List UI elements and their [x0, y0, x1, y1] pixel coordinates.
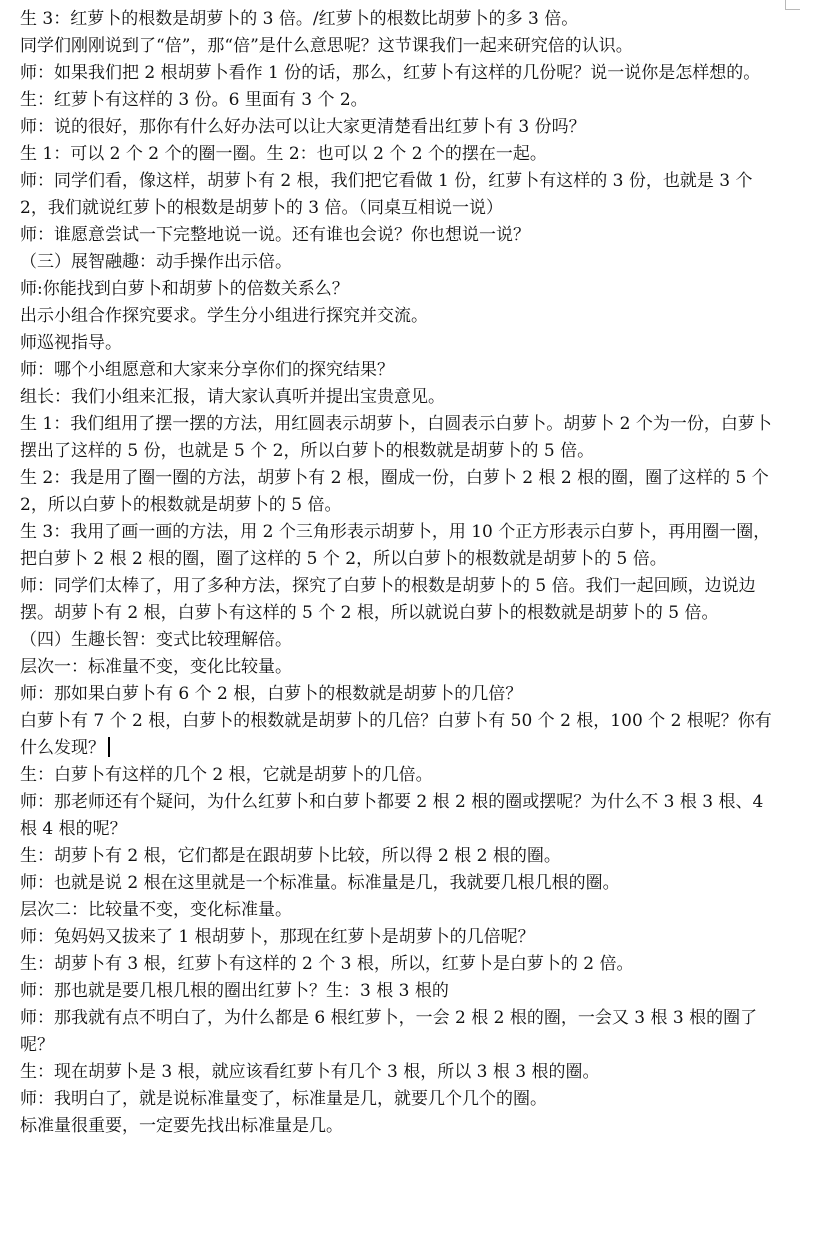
- paragraph: 组长：我们小组来汇报，请大家认真听并提出宝贵意见。: [20, 387, 445, 407]
- paragraph: 生 1：我们组用了摆一摆的方法，用红圆表示胡萝卜，白圆表示白萝卜。胡萝卜 2 个为一份，白萝卜摆出了这样的 5 份，也就是 5 个 2，所以白萝卜的根数就是胡萝卜的 5 倍。: [20, 414, 772, 461]
- document-body[interactable]: [20, 6, 780, 1140]
- paragraph: 师:你能找到白萝卜和胡萝卜的倍数关系么？: [20, 279, 349, 299]
- paragraph: 师：那也就是要几根几根的圈出红萝卜？生：3 根 3 根的: [20, 981, 449, 1001]
- paragraph: 生：现在胡萝卜是 3 根，就应该看红萝卜有几个 3 根，所以 3 根 3 根的圈。: [20, 1062, 600, 1082]
- paragraph: 生 1：可以 2 个 2 个的圈一圈。生 2：也可以 2 个 2 个的摆在一起。: [20, 144, 547, 164]
- paragraph: 师：那如果白萝卜有 6 个 2 根，白萝卜的根数就是胡萝卜的几倍？: [20, 684, 523, 704]
- section-heading: （四）生趣长智：变式比较理解倍。: [20, 630, 292, 650]
- paragraph: 生 3：红萝卜的根数是胡萝卜的 3 倍。/红萝卜的根数比胡萝卜的多 3 倍。: [20, 9, 579, 29]
- paragraph: 层次一：标准量不变，变化比较量。: [20, 657, 292, 677]
- paragraph: 生：胡萝卜有 2 根，它们都是在跟胡萝卜比较，所以得 2 根 2 根的圈。: [20, 846, 561, 866]
- paragraph: 生：红萝卜有这样的 3 份。6 里面有 3 个 2。: [20, 90, 368, 110]
- paragraph: 出示小组合作探究要求。学生分小组进行探究并交流。: [20, 306, 428, 326]
- section-heading: （三）展智融趣：动手操作出示倍。: [20, 252, 292, 272]
- paragraph: 师：那我就有点不明白了，为什么都是 6 根红萝卜，一会 2 根 2 根的圈，一会又 3 根 3 根的圈了呢？: [20, 1008, 758, 1055]
- paragraph: 标准量很重要，一定要先找出标准量是几。: [20, 1116, 343, 1136]
- paragraph: 生 3：我用了画一画的方法，用 2 个三角形表示胡萝卜，用 10 个正方形表示白萝卜，再用圈一圈，把白萝卜 2 根 2 根的圈，圈了这样的 5 个 2，所以白萝卜的根数就是胡萝卜的 5 倍。: [20, 522, 771, 569]
- paragraph: 师：如果我们把 2 根胡萝卜看作 1 份的话，那么，红萝卜有这样的几份呢？说一说你是怎样想的。: [20, 63, 761, 83]
- paragraph: 生：胡萝卜有 3 根，红萝卜有这样的 2 个 3 根，所以，红萝卜是白萝卜的 2 倍。: [20, 954, 634, 974]
- paragraph-with-cursor: [20, 708, 780, 762]
- paragraph: 师巡视指导。: [20, 333, 122, 353]
- page-corner-marker: [785, 0, 800, 10]
- paragraph: 师：哪个小组愿意和大家来分享你们的探究结果？: [20, 360, 394, 380]
- paragraph: 生 2：我是用了圈一圈的方法，胡萝卜有 2 根，圈成一份，白萝卜 2 根 2 根的圈，圈了这样的 5 个 2，所以白萝卜的根数就是胡萝卜的 5 倍。: [20, 468, 769, 515]
- paragraph: 师：我明白了，就是说标准量变了，标准量是几，就要几个几个的圈。: [20, 1089, 547, 1109]
- paragraph: 师：也就是说 2 根在这里就是一个标准量。标准量是几，我就要几根几根的圈。: [20, 873, 620, 893]
- paragraph-text: 白萝卜有 7 个 2 根，白萝卜的根数就是胡萝卜的几倍？白萝卜有 50 个 2 根，100 个 2 根呢？你有什么发现？: [20, 711, 772, 758]
- paragraph: 师：同学们看，像这样，胡萝卜有 2 根，我们把它看做 1 份，红萝卜有这样的 3 份，也就是 3 个 2，我们就说红萝卜的根数是胡萝卜的 3 倍。（同桌互相说一说）: [20, 171, 753, 218]
- paragraph: 同学们刚刚说到了“倍”，那“倍”是什么意思呢？这节课我们一起来研究倍的认识。: [20, 36, 633, 56]
- paragraph: 师：同学们太棒了，用了多种方法，探究了白萝卜的根数是胡萝卜的 5 倍。我们一起回顾，边说边摆。胡萝卜有 2 根，白萝卜有这样的 5 个 2 根，所以就说白萝卜的根数就是胡萝卜的 5 倍。: [20, 576, 756, 623]
- paragraph: 师：兔妈妈又拔来了 1 根胡萝卜，那现在红萝卜是胡萝卜的几倍呢？: [20, 927, 535, 947]
- paragraph: 师：谁愿意尝试一下完整地说一说。还有谁也会说？你也想说一说？: [20, 225, 530, 245]
- text-cursor: [108, 737, 110, 757]
- paragraph: 师：说的很好，那你有什么好办法可以让大家更清楚看出红萝卜有 3 份吗？: [20, 117, 586, 137]
- paragraph: 层次二：比较量不变，变化标准量。: [20, 900, 292, 920]
- paragraph: 生：白萝卜有这样的几个 2 根，它就是胡萝卜的几倍。: [20, 765, 433, 785]
- paragraph: 师：那老师还有个疑问，为什么红萝卜和白萝卜都要 2 根 2 根的圈或摆呢？为什么不 3 根 3 根、4 根 4 根的呢？: [20, 792, 764, 839]
